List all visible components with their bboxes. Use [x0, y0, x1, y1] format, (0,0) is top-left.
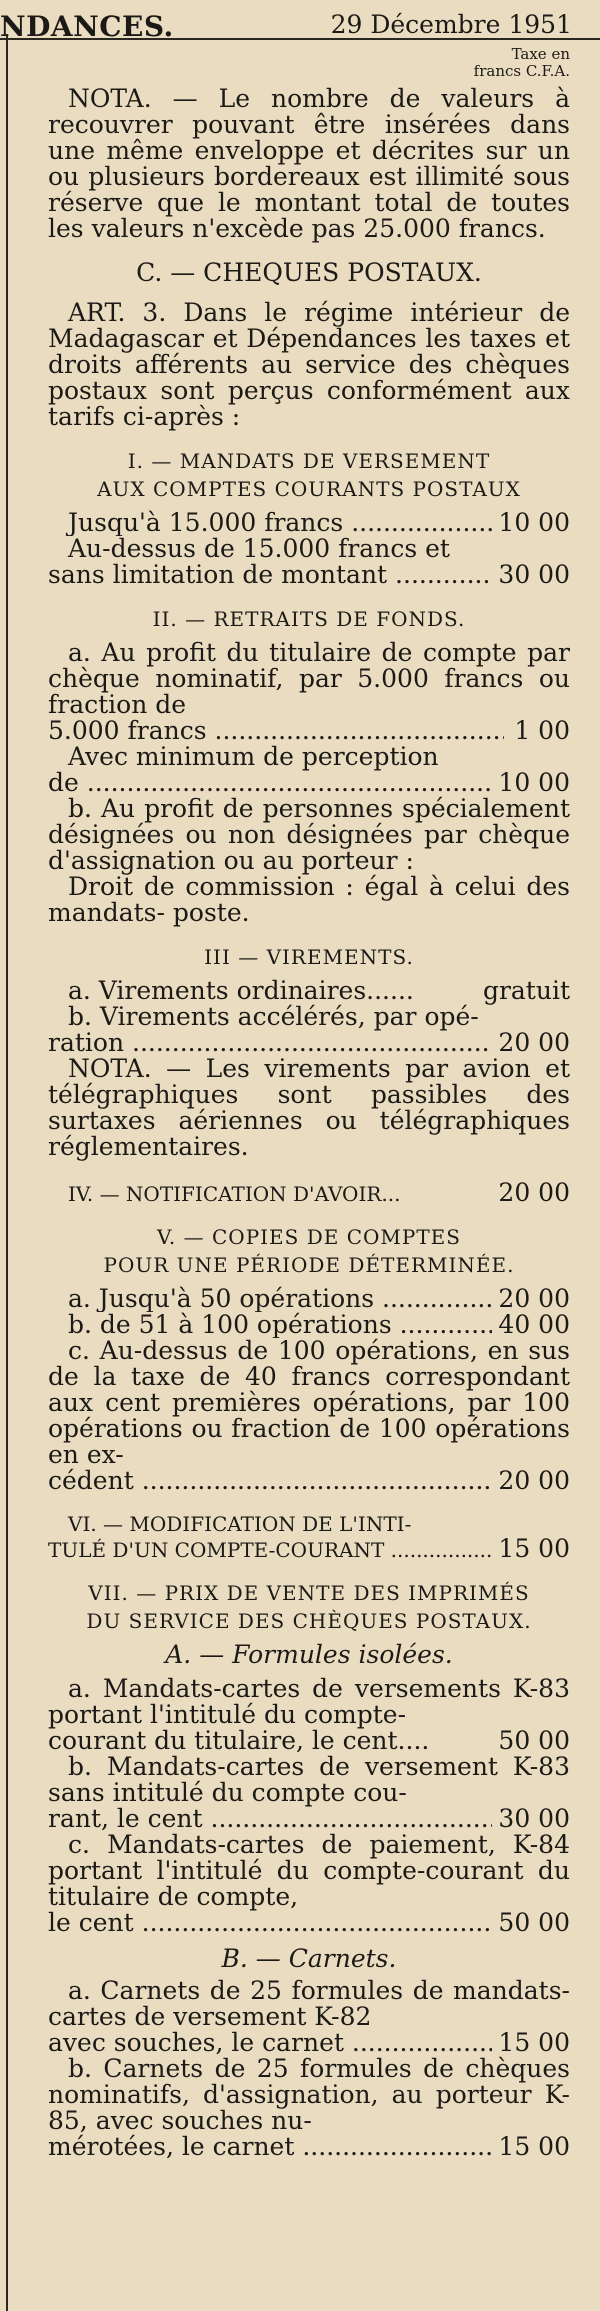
section-7-title: VII. — PRIX DE VENTE DES IMPRIMÉS — [88, 1581, 530, 1605]
tariff-row: ration ..... 20 00 — [48, 1030, 570, 1056]
tariff-row: a. Jusqu'à 50 opérations ..... 20 00 — [48, 1286, 570, 1312]
virements-nota: NOTA. — Les virements par avion et télégraphiques sont passibles des surtaxes aériennes ou télégraphiques réglementaires. — [48, 1054, 570, 1161]
tariff-row: TULÉ D'UN COMPTE-COURANT ..... 15 00 — [48, 1536, 570, 1562]
section-7-subtitle: DU SERVICE DES CHÈQUES POSTAUX. — [86, 1609, 532, 1633]
tariff-amount: 30 00 — [498, 560, 570, 589]
nota-paragraph: NOTA. — Le nombre de valeurs à recouvrer pouvant être insérées dans une même enveloppe et décrites sur un ou plusieurs bordereaux est illimité sous réserve que le montant total de toutes les valeurs n'excède pas 25.000 francs. — [48, 84, 570, 243]
tariff-amount: 20 00 — [498, 1178, 570, 1207]
tariff-row: le cent ..... 50 00 — [48, 1910, 570, 1936]
tariff-amount: 15 00 — [498, 2028, 570, 2057]
tariff-amount: 15 00 — [498, 2132, 570, 2161]
article-3: ART. 3. Dans le régime intérieur de Madagascar et Dépendances les taxes et droits afférents au service des chèques postaux sont perçus conformément aux tarifs ci-après : — [48, 298, 570, 431]
running-title: NDANCES. — [0, 10, 174, 43]
section-1-title: I. — MANDATS DE VERSEMENT — [127, 449, 491, 473]
section-3-title: III — VIREMENTS. — [204, 945, 414, 969]
taxe-column-header: Taxe en francs C.F.A. — [473, 45, 570, 80]
formules-isolees-title: A. — Formules isolées. — [165, 1640, 453, 1669]
page-header — [0, 8, 600, 43]
section-4-row: IV. — NOTIFICATION D'AVOIR... 20 00 — [68, 1178, 570, 1207]
tariff-amount: 50 00 — [498, 1726, 570, 1755]
tariff-row: rant, le cent ..... 30 00 — [48, 1806, 570, 1832]
tariff-row: sans limitation de montant ..... 30 00 — [48, 562, 570, 588]
tariff-row: de ..... 10 00 — [48, 770, 570, 796]
section-1-subtitle: AUX COMPTES COURANTS POSTAUX — [97, 477, 521, 501]
tariff-amount: 1 00 — [514, 716, 570, 745]
tariff-row: mérotées, le carnet ..... 15 00 — [48, 2134, 570, 2160]
section-5-subtitle: POUR UNE PÉRIODE DÉTERMINÉE. — [103, 1253, 515, 1277]
section-2-title: II. — RETRAITS DE FONDS. — [152, 607, 466, 631]
tariff-amount: 20 00 — [498, 1466, 570, 1495]
tariff-amount: 40 00 — [498, 1310, 570, 1339]
tariff-row: avec souches, le carnet ..... 15 00 — [48, 2030, 570, 2056]
tariff-amount: 20 00 — [498, 1284, 570, 1313]
tariff-row: a. Virements ordinaires...... gratuit — [68, 976, 570, 1005]
tariff-row: cédent ..... 20 00 — [48, 1468, 570, 1494]
tariff-row: Jusqu'à 15.000 francs ..... 10 00 — [48, 510, 570, 536]
section-5-title: V. — COPIES DE COMPTES — [156, 1225, 461, 1249]
column-rule — [6, 34, 8, 2311]
section-c-title: C. — CHEQUES POSTAUX. — [136, 258, 482, 287]
tariff-amount: gratuit — [482, 976, 570, 1005]
issue-date: 29 Décembre 1951 — [330, 10, 572, 39]
tariff-row: courant du titulaire, le cent.... 50 00 — [48, 1726, 570, 1755]
tariff-amount: 15 00 — [498, 1534, 570, 1563]
tariff-amount: 50 00 — [498, 1908, 570, 1937]
tariff-row: 5.000 francs ..... 1 00 — [48, 718, 570, 744]
carnets-title: B. — Carnets. — [221, 1944, 397, 1973]
tariff-amount: 30 00 — [498, 1804, 570, 1833]
tariff-row: b. de 51 à 100 opérations ..... 40 00 — [48, 1312, 570, 1338]
text-column: Taxe en francs C.F.A. NOTA. — Le nombre de valeurs à recouvrer pouvant être insérées dans une même enveloppe et décrites sur un ou plusieurs bordereaux est illimité sous réserve que le montant total de toutes les valeurs n'excède pas 25.000 francs. C. — CHEQUES POSTAUX. ART. 3. Dans le régime intérieur de Madagascar et Dépendances les taxes et droits afférents au service des chèques postaux sont perçus conformément aux tarifs ci-après : I. — MANDATS DE VERSEMENT AUX COMPTES COURANTS POSTAUX Jusqu'à 15.000 francs ..... 10 00 Au-dessus de 15.000 francs et sans limitation de montant ..... 30 00 II. — RETRAITS DE FONDS. a. Au profit du titulaire de compte par chèque nominatif, par 5.000 francs ou fraction de 5.000 francs ..... 1 00 Avec minimum de perception de ..... 10 00 b. Au profit de personnes spécialement désignées ou non désignées par chèque d'assignation ou au porteur : Droit de commission : égal à celui des mandats- poste. III — VIREMENTS. a. Virements ordinaires...... gratuit b. Virements accélérés, par opé- ration ..... 20 00 NOTA. — Les virements par avion et télégraphiques sont passibles des surtaxes aériennes ou télégraphiques réglementaires. IV. — NOTIFICATION D'AVOIR... 20 00 V. — COPIES DE COMPTES POUR UNE PÉRIODE DÉTERMINÉE. a. Jusqu'à 50 opérations ..... 20 00 b. de 51 à 100 opérations ..... 40 00 c. Au-dessus de 100 opérations, en sus de la taxe de 40 francs correspondant aux cent premières opérations, par 100 opérations ou fraction de 100 opérations en ex- cédent ..... 20 00 VI. — MODIFICATION DE L'INTI- TULÉ D'UN COMPTE-COURANT ..... 15 00 VII. — PRIX DE VENTE DES IMPRIMÉS DU SERVICE DES CHÈQUES POSTAUX. A. — Formules isolées. a. Mandats-cartes de versements K-83 portant l'intitulé du compte- courant du titulaire, le cent.... 50 00 b. Mandats-cartes de versement K-83 sans intitulé du compte cou- rant, le cent ..... 30 00 c. Mandats-cartes de paiement, K-84 portant l'intitulé du compte-courant du titulaire de compte, le cent ..... 50 00 B. — Carnets. a. Carnets de 25 formules de mandats-cartes de versement K-82 avec souches, le carnet ..... 15 00 b. Carnets de 25 formules de chèques nominatifs, d'assignation, au porteur K-85, avec souches nu- mérotées, le carnet ..... 15 00 — [48, 46, 570, 2160]
tariff-amount: 10 00 — [498, 508, 570, 537]
section-6-title: VI. — MODIFICATION DE L'INTI- — [68, 1512, 412, 1536]
tariff-amount: 10 00 — [498, 768, 570, 797]
tariff-amount: 20 00 — [498, 1028, 570, 1057]
